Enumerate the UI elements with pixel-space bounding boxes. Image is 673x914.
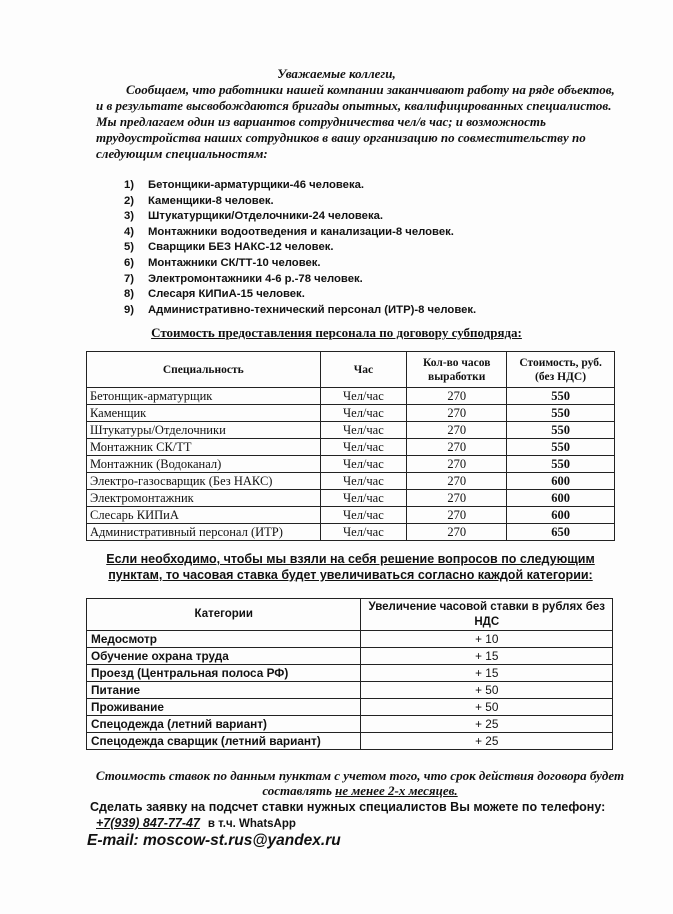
- phone-line: [96, 816, 616, 830]
- pricing-table: [86, 351, 615, 541]
- table-row: [87, 473, 615, 490]
- category-cell: Проезд (Центральная полоса РФ): [87, 665, 361, 682]
- hours-cell: 270: [407, 388, 507, 405]
- unit-cell: Чел/час: [320, 524, 407, 541]
- table-row: [87, 388, 615, 405]
- table-row: [87, 716, 613, 733]
- specialty-cell: Монтажник (Водоканал): [87, 456, 321, 473]
- list-item-text: Штукатурщики/Отделочники-24 человека.: [148, 210, 384, 223]
- unit-cell: Чел/час: [320, 439, 407, 456]
- unit-cell: Чел/час: [320, 422, 407, 439]
- list-item: [124, 209, 584, 225]
- price-cell: 550: [507, 439, 615, 456]
- hours-cell: 270: [407, 490, 507, 507]
- table-row: [87, 507, 615, 524]
- increase-cell: + 25: [361, 716, 613, 733]
- increase-cell: + 10: [361, 631, 613, 648]
- list-item-text: Монтажники водоотведения и канализации-8 человек.: [148, 225, 454, 238]
- greeting: Уважаемые коллеги,: [277, 66, 396, 81]
- price-cell: 550: [507, 456, 615, 473]
- list-item-text: Сварщики БЕЗ НАКС-12 человек.: [148, 241, 334, 254]
- whatsapp-note: в т.ч. WhatsApp: [207, 818, 296, 830]
- price-cell: 550: [507, 388, 615, 405]
- specialty-cell: Электромонтажник: [87, 490, 321, 507]
- unit-cell: Чел/час: [320, 456, 407, 473]
- category-cell: Питание: [87, 682, 361, 699]
- category-cell: Проживание: [87, 699, 361, 716]
- list-item: [124, 194, 584, 210]
- extras-heading: Если необходимо, чтобы мы взяли на себя решение вопросов по следующим пунктам, то часовая ставка будет увеличиваться согласно каждой категории:: [106, 552, 595, 582]
- table-row: [87, 699, 613, 716]
- table-row: [87, 405, 615, 422]
- request-text: Сделать заявку на подсчет ставки нужных специалистов Вы можете по телефону:: [90, 800, 606, 814]
- list-item-number: 1): [124, 179, 135, 191]
- category-cell: Спецодежда (летний вариант): [87, 716, 361, 733]
- increase-cell: + 15: [361, 665, 613, 682]
- table-row: [87, 490, 615, 507]
- price-cell: 550: [507, 422, 615, 439]
- list-item-number: 6): [124, 256, 135, 269]
- list-item-text: Электромонтажники 4-6 р.-78 человек.: [148, 272, 363, 285]
- contract-term-note: [60, 768, 660, 798]
- column-header: Категории: [87, 599, 361, 631]
- list-item: [124, 287, 584, 303]
- specialty-cell: Административный персонал (ИТР): [87, 524, 321, 541]
- unit-cell: Чел/час: [320, 405, 407, 422]
- unit-cell: Чел/час: [320, 388, 407, 405]
- list-item-text: Монтажники СК/ТТ-10 человек.: [148, 256, 321, 269]
- list-item-text: Административно-технический персонал (ИТР)-8 человек.: [148, 303, 477, 316]
- increase-cell: + 25: [361, 733, 613, 750]
- specialty-cell: Штукатуры/Отделочники: [87, 422, 321, 439]
- list-item: [124, 256, 584, 272]
- table-row: [87, 682, 613, 699]
- column-header: Стоимость, руб. (без НДС): [507, 352, 615, 388]
- hours-cell: 270: [407, 524, 507, 541]
- category-cell: Обучение охрана труда: [87, 648, 361, 665]
- list-item-number: 5): [124, 241, 135, 254]
- specialty-cell: Бетонщик-арматурщик: [87, 388, 321, 405]
- specialists-list: [124, 178, 584, 318]
- list-item: [124, 272, 584, 288]
- phone-number[interactable]: +7(939) 847-77-47: [96, 816, 200, 830]
- price-cell: 600: [507, 507, 615, 524]
- email-contact[interactable]: E-mail: moscow-st.rus@yandex.ru: [87, 832, 341, 849]
- list-item-number: 7): [124, 272, 135, 285]
- pricing-heading: Стоимость предоставления персонала по договору субподряда:: [151, 325, 522, 340]
- column-header: Кол-во часов выработки: [407, 352, 507, 388]
- price-cell: 650: [507, 524, 615, 541]
- category-cell: Спецодежда сварщик (летний вариант): [87, 733, 361, 750]
- list-item-number: 9): [124, 303, 135, 316]
- specialty-cell: Электро-газосварщик (Без НАКС): [87, 473, 321, 490]
- intro-paragraph: [96, 82, 616, 162]
- unit-cell: Чел/час: [320, 507, 407, 524]
- hours-cell: 270: [407, 456, 507, 473]
- list-item-number: 8): [124, 288, 135, 301]
- table-row: [87, 456, 615, 473]
- table-row: [87, 648, 613, 665]
- list-item: [124, 178, 584, 194]
- unit-cell: Чел/час: [320, 490, 407, 507]
- specialty-cell: Каменщик: [87, 405, 321, 422]
- intro-text: Сообщаем, что работники нашей компании заканчивают работу на ряде объектов, и в результате высвобождаются бригады опытных, квалифицированных специалистов. Мы предлагаем один из вариантов сотрудничества чел/в час; и возможность трудоустройства наших сотрудников в вашу организацию по совместительству по следующим специальностям:: [96, 82, 615, 161]
- category-cell: Медосмотр: [87, 631, 361, 648]
- list-item-text: Каменщики-8 человек.: [148, 194, 274, 207]
- table-row: [87, 422, 615, 439]
- list-item: [124, 303, 584, 319]
- price-cell: 550: [507, 405, 615, 422]
- hours-cell: 270: [407, 507, 507, 524]
- list-item-number: 4): [124, 225, 135, 238]
- note-text: Стоимость ставок по данным пунктам с учетом того, что срок действия договора будет составлять: [95, 768, 625, 798]
- table-header-row: [87, 599, 613, 631]
- list-item-text: Бетонщики-арматурщики-46 человека.: [148, 179, 365, 191]
- note-emphasis: не менее 2-х месяцев.: [335, 783, 458, 798]
- increase-cell: + 50: [361, 682, 613, 699]
- increase-cell: + 15: [361, 648, 613, 665]
- column-header: Увеличение часовой ставки в рублях без НДС: [361, 599, 613, 631]
- table-row: [87, 524, 615, 541]
- price-cell: 600: [507, 473, 615, 490]
- list-item: [124, 240, 584, 256]
- price-cell: 600: [507, 490, 615, 507]
- specialty-cell: Монтажник СК/ТТ: [87, 439, 321, 456]
- hours-cell: 270: [407, 473, 507, 490]
- table-row: [87, 733, 613, 750]
- list-item-text: Слесаря КИПиА-15 человек.: [148, 288, 305, 301]
- hours-cell: 270: [407, 422, 507, 439]
- table-row: [87, 631, 613, 648]
- specialty-cell: Слесарь КИПиА: [87, 507, 321, 524]
- table-row: [87, 665, 613, 682]
- list-item: [124, 225, 584, 241]
- hours-cell: 270: [407, 439, 507, 456]
- list-item-number: 3): [124, 210, 135, 223]
- column-header: Специальность: [87, 352, 321, 388]
- column-header: Час: [320, 352, 407, 388]
- extras-table: [86, 598, 613, 750]
- table-row: [87, 439, 615, 456]
- list-item-number: 2): [124, 194, 135, 207]
- increase-cell: + 50: [361, 699, 613, 716]
- hours-cell: 270: [407, 405, 507, 422]
- table-header-row: [87, 352, 615, 388]
- unit-cell: Чел/час: [320, 473, 407, 490]
